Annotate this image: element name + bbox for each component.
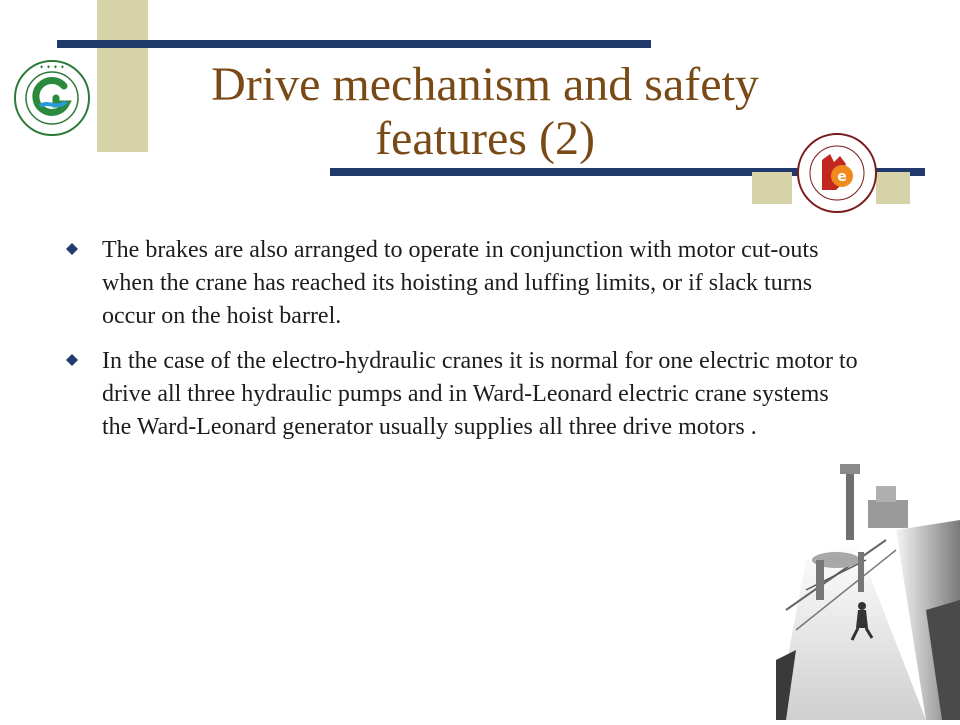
bullet-item <box>62 345 862 444</box>
title-rule-top <box>57 40 651 48</box>
tan-accent-bar <box>97 0 148 152</box>
svg-text:e: e <box>837 169 847 185</box>
bullet-list <box>62 234 862 456</box>
bullet-text: In the case of the electro-hydraulic cranes it is normal for one electric motor to drive all three hydraulic pumps and in Ward-Leonard electric crane systems the Ward-Leonard generator usually supplies all three drive motors . <box>102 348 858 440</box>
university-logo-icon <box>12 58 92 138</box>
slide-title: Drive mechanism and safety features (2) <box>211 58 759 165</box>
bullet-text: The brakes are also arranged to operate in conjunction with motor cut-outs when the crane has reached its hoisting and luffing limits, or if slack turns occur on the hoist barrel. <box>102 237 819 329</box>
ship-deck-photo <box>776 460 960 720</box>
tan-square <box>876 172 910 204</box>
bullet-item <box>62 234 862 333</box>
diamond-bullet-icon <box>66 243 78 255</box>
tan-square <box>752 172 792 204</box>
svg-text:✦ ✦ ✦ ✦: ✦ ✦ ✦ ✦ <box>39 64 65 71</box>
diamond-bullet-icon <box>66 354 78 366</box>
